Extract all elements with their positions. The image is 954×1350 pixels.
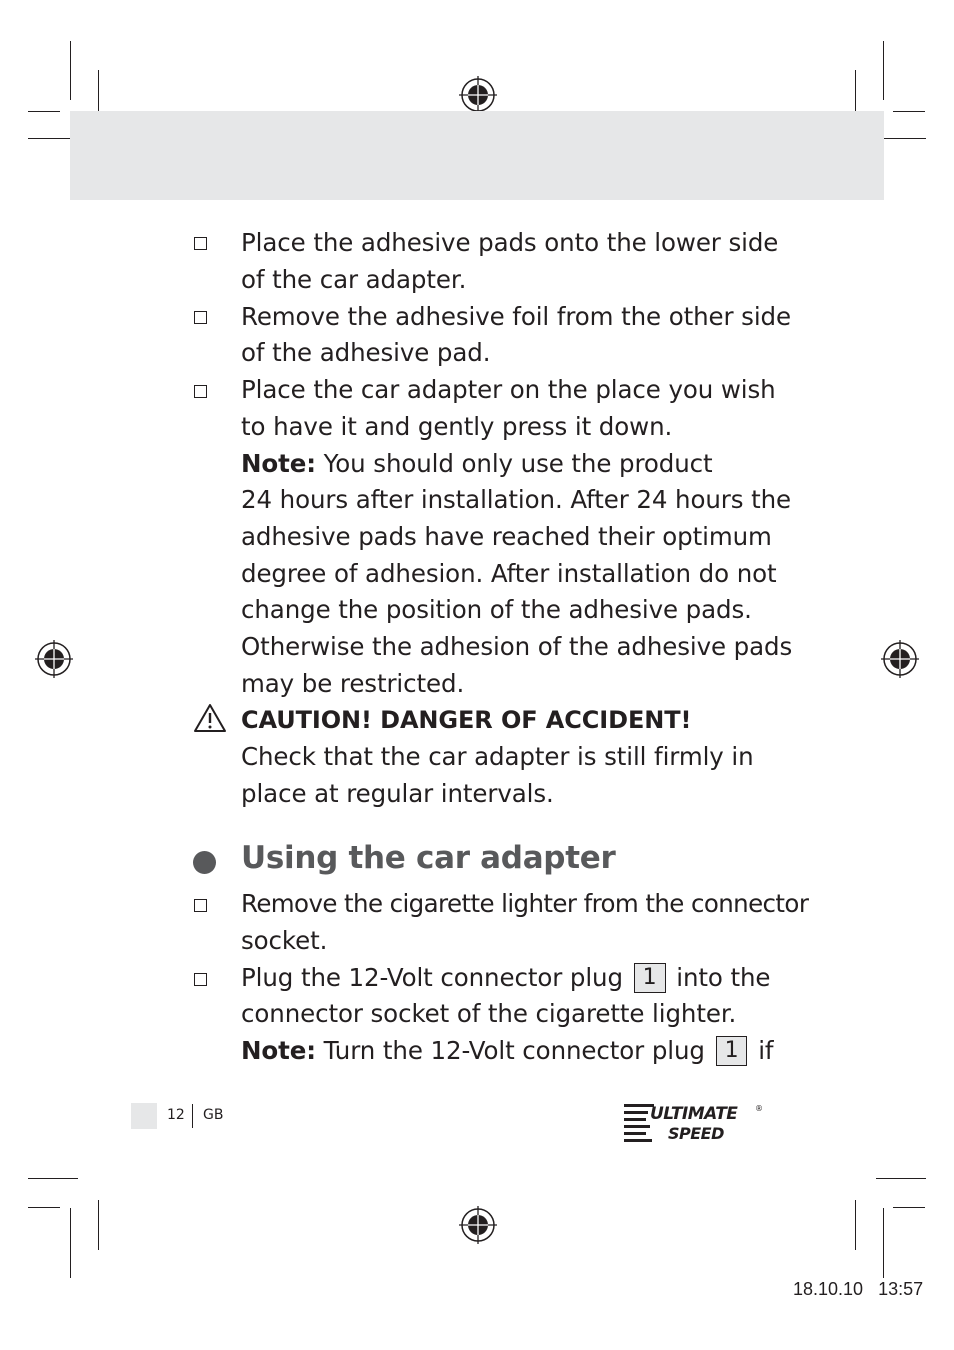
part-number-box: 1 (634, 963, 666, 993)
footer-gray-box (131, 1103, 157, 1129)
step-text: connector socket of the cigarette lighter. (241, 999, 737, 1028)
registration-mark-icon (33, 638, 75, 680)
note-text: adhesive pads have reached their optimum (241, 522, 772, 551)
logo-text-top: ULTIMATE (650, 1104, 738, 1124)
step-text: socket. (241, 926, 328, 955)
warning-triangle-icon (193, 703, 227, 733)
registration-mark-icon (457, 74, 499, 116)
step-text: Place the adhesive pads onto the lower side (241, 228, 779, 257)
note-label: Note: (241, 449, 316, 478)
language-code: GB (203, 1107, 224, 1123)
print-timestamp: 18.10.10 13:57 (793, 1279, 924, 1299)
checkbox-bullet-icon (194, 973, 207, 986)
section-title: Using the car adapter (241, 840, 616, 876)
step-text: Remove the adhesive foil from the other side (241, 302, 791, 331)
note-text: Otherwise the adhesion of the adhesive pads (241, 632, 793, 661)
step-text: Place the car adapter on the place you wish (241, 375, 776, 404)
step-text: to have it and gently press it down. (241, 412, 673, 441)
filled-circle-icon (193, 851, 216, 874)
note-text: degree of adhesion. After installation do not (241, 559, 777, 588)
part-number-box: 1 (716, 1036, 748, 1066)
step-text: of the adhesive pad. (241, 338, 491, 367)
step-text: of the car adapter. (241, 265, 467, 294)
logo-text-bottom: SPEED (668, 1124, 724, 1143)
caution-heading: CAUTION! DANGER OF ACCIDENT! (241, 706, 692, 734)
caution-text: place at regular intervals. (241, 779, 554, 808)
footer-divider (192, 1104, 193, 1128)
checkbox-bullet-icon (194, 237, 207, 250)
checkbox-bullet-icon (194, 385, 207, 398)
header-band (70, 111, 884, 200)
note-first-line: Note: You should only use the product (241, 449, 713, 478)
note-text: 24 hours after installation. After 24 hours the (241, 485, 791, 514)
checkbox-bullet-icon (194, 899, 207, 912)
note-line: Note: Turn the 12-Volt connector plug 1 if (241, 1036, 774, 1065)
registration-mark-icon (457, 1204, 499, 1246)
note-label: Note: (241, 1036, 316, 1065)
checkbox-bullet-icon (194, 311, 207, 324)
step-text: Remove the cigarette lighter from the connector (241, 889, 809, 918)
note-text: change the position of the adhesive pads. (241, 595, 752, 624)
registration-mark-icon (879, 638, 921, 680)
page-number: 12 (167, 1107, 185, 1123)
step-text: Plug the 12-Volt connector plug 1 into the (241, 963, 771, 992)
ultimate-speed-logo (622, 1102, 764, 1146)
note-text: may be restricted. (241, 669, 465, 698)
caution-text: Check that the car adapter is still firmly in (241, 742, 754, 771)
registered-mark: ® (755, 1104, 763, 1113)
